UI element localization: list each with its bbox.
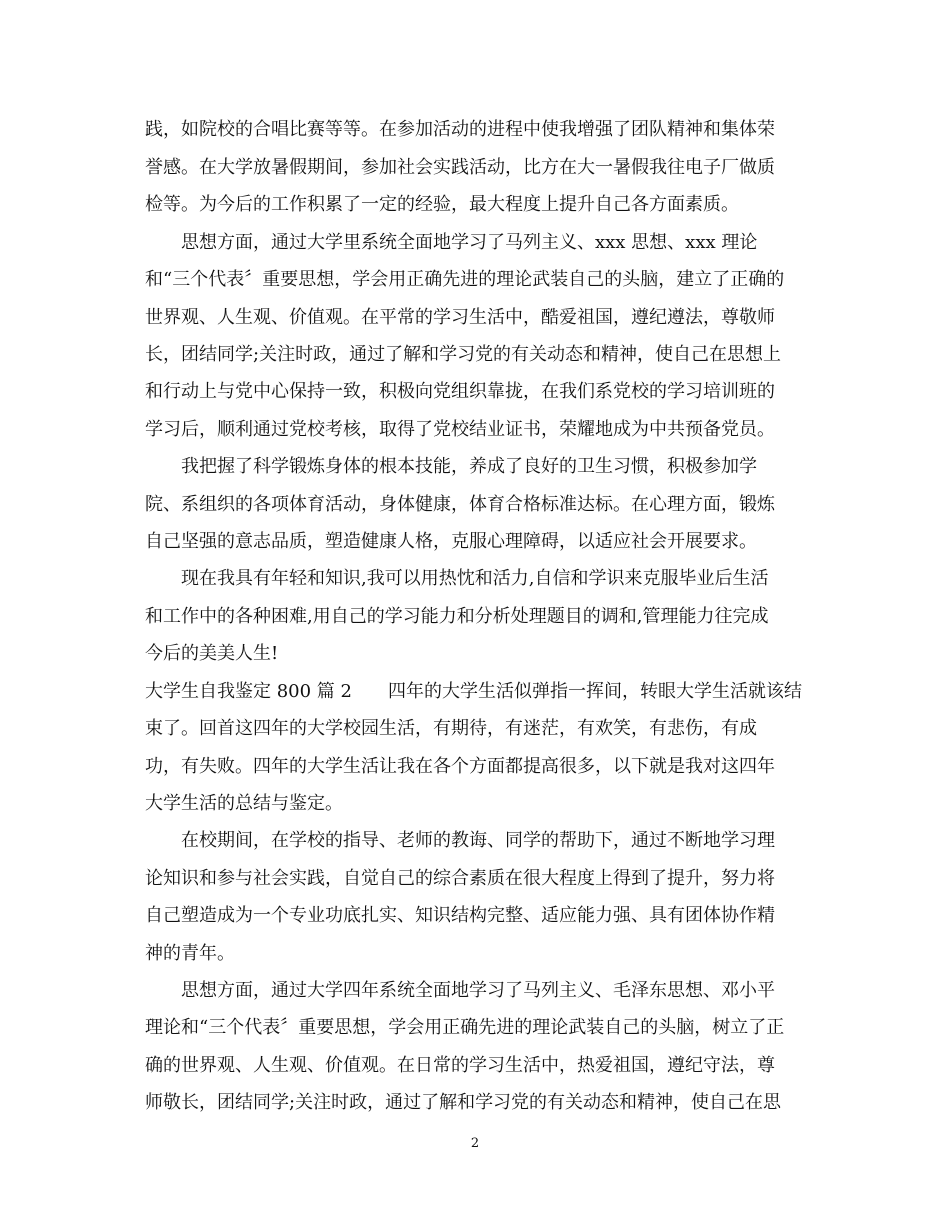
text-line: 在校期间，在学校的指导、老师的教诲、同学的帮助下，通过不断地学习理	[145, 830, 775, 851]
text-line: 和行动上与党中心保持一致，积极向党组织靠拢，在我们系党校的学习培训班的	[145, 381, 775, 402]
text-line: 论知识和参与社会实践，自觉自己的综合素质在很大程度上得到了提升，努力将	[145, 868, 775, 889]
text-line: 自己塑造成为一个专业功底扎实、知识结构完整、适应能力强、具有团体协作精	[145, 905, 775, 926]
page-number: 2	[470, 1136, 480, 1151]
text-line: 检等。为今后的工作积累了一定的经验，最大程度上提升自己各方面素质。	[145, 194, 739, 215]
text-line: 院、系组织的各项体育活动，身体健康，体育合格标准达标。在心理方面，锻炼	[145, 494, 775, 515]
text-line: 束了。回首这四年的大学校园生活，有期待，有迷茫，有欢笑，有悲伤，有成	[145, 718, 757, 739]
text-line: 确的世界观、人生观、价值观。在日常的学习生活中，热爱祖国，遵纪守法，尊	[145, 1055, 775, 1076]
text-line: 长，团结同学;关注时政，通过了解和学习党的有关动态和精神，使自己在思想上	[145, 344, 782, 365]
text-line: 思想方面，通过大学四年系统全面地学习了马列主义、毛泽东思想、邓小平	[145, 980, 775, 1001]
text-line: 学习后，顺利通过党校考核，取得了党校结业证书，荣耀地成为中共预备党员。	[145, 419, 775, 440]
section-heading-line: 大学生自我鉴定 800 篇 2 四年的大学生活似弹指一挥间，转眼大学生活就该结	[145, 681, 802, 702]
text-line: 世界观、人生观、价值观。在平常的学习生活中，酷爱祖国，遵纪遵法，尊敬师	[145, 307, 775, 328]
text-line: 誉感。在大学放暑假期间，参加社会实践活动，比方在大一暑假我往电子厂做质	[145, 157, 775, 178]
text-line: 践，如院校的合唱比赛等等。在参加活动的进程中使我增强了团队精神和集体荣	[145, 119, 775, 140]
text-line: 理论和“三个代表〞重要思想，学会用正确先进的理论武装自己的头脑，树立了正	[145, 1017, 785, 1038]
text-line: 现在我具有年轻和知识,我可以用热忱和活力,自信和学识来克服毕业后生活	[145, 568, 769, 589]
text-line: 功，有失败。四年的大学生活让我在各个方面都提高很多，以下就是我对这四年	[145, 756, 775, 777]
text-line: 神的青年。	[145, 943, 235, 964]
text-line: 师敬长，团结同学;关注时政，通过了解和学习党的有关动态和精神，使自己在思	[145, 1092, 782, 1113]
text-line: 自己坚强的意志品质，塑造健康人格，克服心理障碍，以适应社会开展要求。	[145, 531, 757, 552]
text-line: 我把握了科学锻炼身体的根本技能，养成了良好的卫生习惯，积极参加学	[145, 456, 757, 477]
text-line: 和工作中的各种困难,用自己的学习能力和分析处理题目的调和,管理能力往完成	[145, 606, 769, 627]
text-line: 思想方面，通过大学里系统全面地学习了马列主义、xxx 思想、xxx 理论	[145, 232, 758, 253]
text-line: 大学生活的总结与鉴定。	[145, 793, 343, 814]
text-line: 和“三个代表〞重要思想，学会用正确先进的理论武装自己的头脑，建立了正确的	[145, 269, 785, 290]
text-line: 今后的美美人生!	[145, 643, 279, 664]
